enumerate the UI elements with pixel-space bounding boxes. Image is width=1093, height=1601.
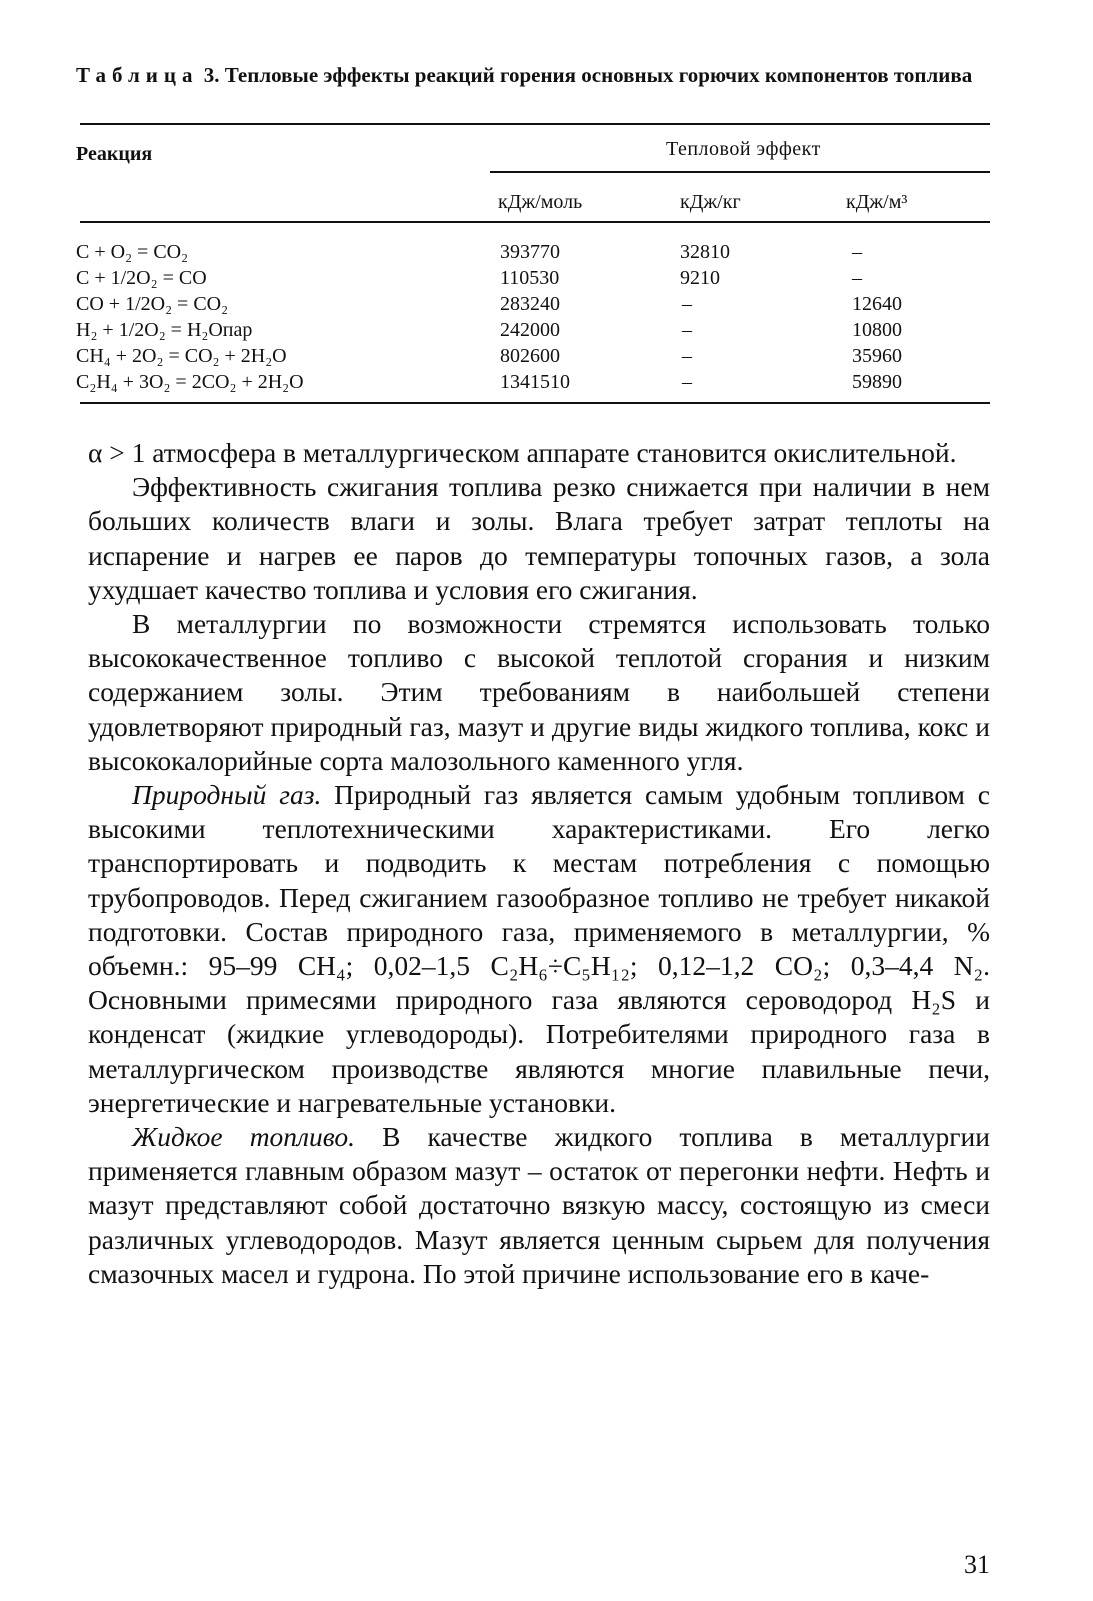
value-m3-cell: 10800 [852,319,902,341]
value-mol-cell: 802600 [500,345,560,367]
reaction-cell: CH₄ + 2O₂ = CO₂ + 2H₂O [76,345,287,367]
paragraph [88,607,990,778]
table-title: 3. Тепловые эффекты реакций горения основных горючих компонентов топлива [203,63,973,87]
value-mol-cell: 242000 [500,319,560,341]
paragraph [88,470,990,607]
reaction-cell: H₂ + 1/2O₂ = H₂Oпар [76,319,253,341]
value-mol-cell: 283240 [500,293,560,315]
value-kg-cell: – [682,371,692,393]
table-top-rule [80,123,990,125]
value-kg-cell: – [682,319,692,341]
value-kg-cell: – [682,293,692,315]
value-m3-cell: 59890 [852,371,902,393]
value-m3-cell: – [852,267,862,289]
reaction-cell: CO + 1/2O₂ = CO₂ [76,293,229,315]
paragraph [88,1120,990,1291]
value-kg-cell: 32810 [680,241,730,263]
reaction-cell: C₂H₄ + 3O₂ = 2CO₂ + 2H₂O [76,371,304,393]
group-header-rule [490,171,990,173]
value-kg-cell: 9210 [680,267,720,289]
reaction-cell: C + O₂ = CO₂ [76,241,189,263]
paragraph-text: В качестве жидкого топлива в металлургии применяется главным образом мазут – остаток от перегонки нефти. Нефть и мазут представляют собой достаточно вязкую массу, состоящую из смеси различных углеводородов. Мазут является ценным сырьем для получения смазочных масел и гудрона. По этой причине использование его в каче- [88,1121,990,1289]
page-number: 31 [964,1550,990,1579]
column-group-header: Тепловой эффект [666,138,821,160]
column-header-unit-mol: кДж/моль [498,191,583,213]
table-bottom-rule [80,402,990,404]
value-mol-cell: 1341510 [500,371,570,393]
paragraph-text: В металлургии по возможности стремятся использовать только высококачественное топливо с высокой теплотой сгорания и низким содержанием золы. Этим требованиям в наибольшей степени удовлетворяют природный газ, мазут и другие виды жидкого топлива, кокс и высококалорийные сорта малозольного каменного угля. [88,608,990,776]
value-m3-cell: 35960 [852,345,902,367]
section-lead: Жидкое топливо. [132,1121,355,1153]
paragraph [88,778,990,1120]
header-bottom-rule [80,221,990,223]
paragraph-text: Природный газ является самым удобным топливом с высокими теплотехническими характеристиками. Его легко транспортировать и подводить к местам потребления с помощью трубопроводов. Перед сжиганием газообразное топливо не требует никакой подготовки. Состав природного газа, применяемого в металлургии, % объемн.: 95–99 CH₄; 0,02–1,5 C₂H₆÷C₅H₁₂; 0,12–1,2 CO₂; 0,3–4,4 N₂. Основными примесями природного газа являются сероводород H₂S и конденсат (жидкие углеводороды). Потребителями природного газа в металлургическом производстве являются многие плавильные печи, энергетические и нагревательные установки. [88,779,990,1118]
column-header-unit-kg: кДж/кг [680,191,741,213]
section-lead: Природный газ. [132,779,322,811]
value-kg-cell: – [682,345,692,367]
value-mol-cell: 110530 [500,267,560,289]
value-mol-cell: 393770 [500,241,560,263]
value-m3-cell: 12640 [852,293,902,315]
paragraph-text: Эффективность сжигания топлива резко снижается при наличии в нем больших количеств влаги и золы. Влага требует затрат теплоты на испарение и нагрев ее паров до температуры топочных газов, а зола ухудшает качество топлива и условия его сжигания. [88,471,990,605]
body-text [88,436,990,1291]
column-header-reaction: Реакция [76,143,153,165]
value-m3-cell: – [852,241,862,263]
table-label: Таблица [76,63,199,87]
column-header-unit-m3: кДж/м³ [846,191,908,213]
reaction-cell: C + 1/2O₂ = CO [76,267,207,289]
paragraph-text: α > 1 атмосфера в металлургическом аппарате становится окислительной. [88,437,957,468]
paragraph [88,436,990,470]
table-caption [76,62,996,88]
